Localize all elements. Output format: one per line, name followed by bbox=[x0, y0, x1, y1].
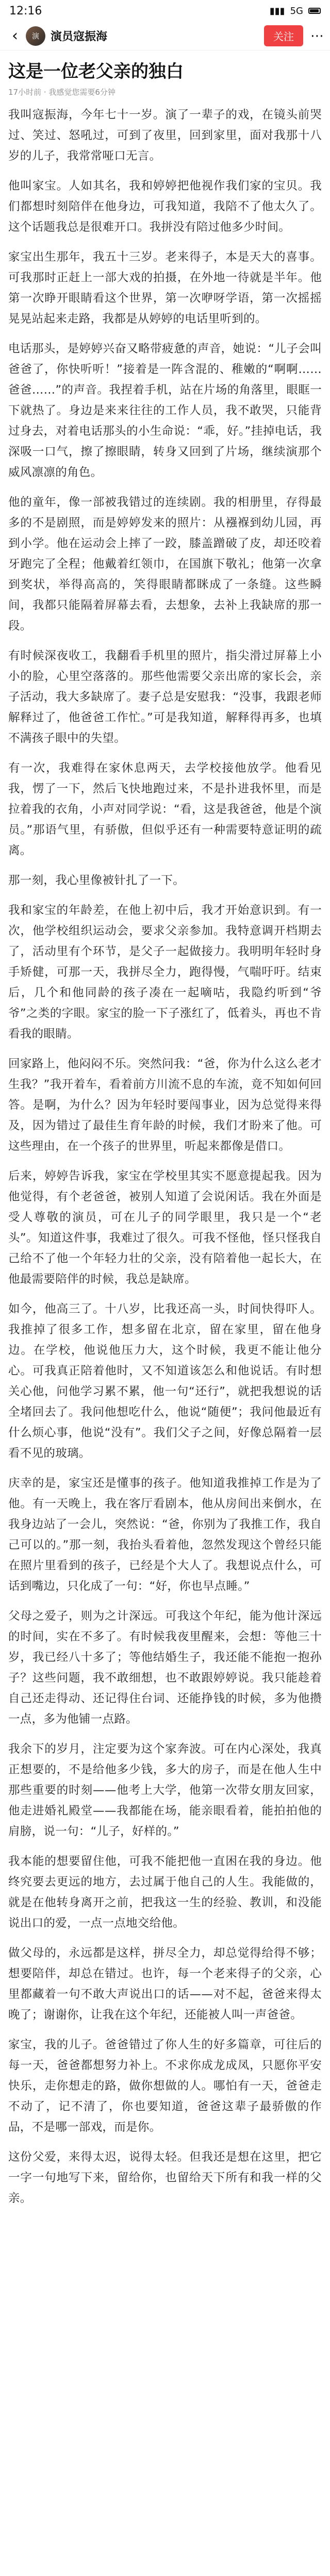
clock-text: 12:16 bbox=[9, 4, 42, 18]
paragraph: 父母之爱子，则为之计深远。可我这个年纪，能为他计深远的时间，实在不多了。有时候我夜里醒来，会想：等他三十岁，我已经八十多了；等他结婚生子，我还能不能抱一抱孙子？这些问题，我不敢细想，也不敢跟婷婷说。我只能趁着自己还走得动、还记得住台词、还能挣钱的时候，多为他攒一点，多为他铺一点路。 bbox=[8, 1609, 322, 1726]
paragraph: 有一次，我难得在家休息两天，去学校接他放学。他看见我，愣了一下，然后飞快地跑过来，不是扑进我怀里，而是拉着我的衣角，小声对同学说：“看，这是我爸爸，他是个演员。”那语气里，有骄傲，但似乎还有一种需要特意证明的疏离。 bbox=[8, 761, 322, 857]
paragraph: 那一刻，我心里像被针扎了一下。 bbox=[8, 874, 185, 887]
status-bar bbox=[0, 0, 330, 22]
avatar[interactable]: 演 bbox=[26, 26, 45, 46]
battery-icon bbox=[308, 8, 321, 14]
paragraph: 我和家宝的年龄差，在他上初中后，我才开始意识到。有一次，他学校组织运动会，要求父亲参加。我特意调开档期去了，活动里有个环节，是父子一起做接力。我明明年轻时身手矫健，可那一天，我拼尽全力，跑得慢，气喘吁吁。结束后，几个和他同龄的孩子凑在一起嘀咕，我隐约听到“爷爷”之类的字眼。家宝的脸一下子涨红了，低着头，再也不肯看我的眼睛。 bbox=[8, 904, 322, 1041]
paragraph: 有时候深夜收工，我翻看手机里的照片，指尖滑过屏幕上小小的脸，心里空落落的。那些他需要父亲出席的家长会，亲子活动，我大多缺席了。妻子总是安慰我：“没事，我跟老师解释过了，他爸爸工作忙。”可是我知道，解释得再多，也填不满孩子眼中的失望。 bbox=[8, 649, 322, 745]
more-options-icon[interactable]: ⋯ bbox=[310, 28, 324, 44]
battery-box bbox=[308, 8, 321, 14]
signal-icon: ▮▮▮ bbox=[269, 5, 285, 16]
paragraph: 如今，他高三了。十八岁，比我还高一头，时间快得吓人。我推掉了很多工作，想多留在北京，留在家里，留在他身边。在学校，他说他压力大，这个时候，我更不能让他分心。可我真正陪着他时，又不知道该怎么和他说话。有时想关心他，问他学习累不累，他一句“还行”，就把我想说的话全堵回去了。我问他想吃什么，他说“随便”；我问他最近有什么烦心事，他说“没有”。我们父子之间，好像总隔着一层看不见的玻璃。 bbox=[8, 1302, 322, 1460]
paragraph: 家宝，我的儿子。爸爸错过了你人生的好多篇章，可往后的每一天，爸爸都想努力补上。不求你成龙成凤，只愿你平安快乐，走你想走的路，做你想做的人。哪怕有一天，爸爸走不动了，记不清了，你也要知道，爸爸这辈子最骄傲的作品，不是哪一部戏，而是你。 bbox=[8, 2038, 322, 2134]
paragraph: 他的童年，像一部被我错过的连续剧。我的相册里，存得最多的不是剧照，而是婷婷发来的照片：从襁褓到幼儿园，再到小学。他在运动会上摔了一跤，膝盖蹭破了皮，却还咬着牙跑完了全程；他戴着红领巾，在国旗下敬礼；他第一次拿到奖状，举得高高的，笑得眼睛都眯成了一条缝。这些瞬间，我都只能隔着屏幕去看，去想象，去补上我缺席的那一段。 bbox=[8, 496, 322, 633]
article-title: 这是一位老父亲的独白 bbox=[8, 61, 184, 82]
paragraph: 我叫寇振海，今年七十一岁。演了一辈子的戏，在镜头前哭过、笑过、怒吼过，可到了夜里，回到家里，面对我那十八岁的儿子，我常常哑口无言。 bbox=[8, 108, 322, 163]
paragraph: 庆幸的是，家宝还是懂事的孩子。他知道我推掉工作是为了他。有一天晚上，我在客厅看剧本，他从房间出来倒水，在我身边站了一会儿，突然说：“爸，你别为了我推工作，我自己可以的。”那一刻，我抬头看着他，忽然发现这个曾经只能在照片里看到的孩子，已经是个大人了。我想说点什么，可话到嘴边，只化成了一句：“好，你也早点睡。” bbox=[8, 1477, 322, 1593]
paragraph: 家宝出生那年，我五十三岁。老来得子，本是天大的喜事。可我那时正赶上一部大戏的拍摄，在外地一待就是半年。他第一次睁开眼睛看这个世界，第一次咿呀学语，第一次摇摇晃晃站起来走路，我都是从婷婷的电话里听到的。 bbox=[8, 250, 322, 326]
paragraph: 我余下的岁月，注定要为这个家奔波。可在内心深处，我真正想要的，不是给他多少钱，多大的房子，而是在他人生中那些重要的时刻——他考上大学，他第一次带女朋友回家，他走进婚礼殿堂——我都能在场，能亲眼看着，能拍拍他的肩膀，说一句：“儿子，好样的。” bbox=[8, 1742, 322, 1838]
status-right bbox=[270, 6, 321, 16]
author-name[interactable]: 演员寇振海 bbox=[51, 30, 108, 43]
paragraph: 他叫家宝。人如其名，我和婷婷把他视作我们家的宝贝。我们都想时刻陪伴在他身边，可我知道，我陪不了他太久了。这个话题我总是很难开口。我拼没有陪过他多少时间。 bbox=[8, 179, 322, 234]
paragraph: 这份父爱，来得太迟，说得太轻。但我还是想在这里，把它一字一句地写下来，留给你，也留给天下所有和我一样的父亲。 bbox=[8, 2150, 322, 2205]
follow-button[interactable]: 关注 bbox=[264, 25, 303, 46]
paragraph: 回家路上，他闷闷不乐。突然问我：“爸，你为什么这么老才生我？”我开着车，看着前方川流不息的车流，竟不知如何回答。是啊，为什么？因为年轻时要闯事业，因为总觉得来得及，因为错过了最佳生育年龄的时候，我们才盼来了他。可这些理由，在一个孩子的世界里，听起来都像是借口。 bbox=[8, 1057, 322, 1153]
paragraph: 做父母的，永远都是这样，拼尽全力，却总觉得给得不够；想要陪伴，却总在错过。也许，每一个老来得子的父亲，心里都藏着一句不敢大声说出口的话——对不起，爸爸来得太晚了；谢谢你，让我在这个年纪，还能被人叫一声爸爸。 bbox=[8, 1946, 322, 2022]
paragraph: 电话那头，是婷婷兴奋又略带疲惫的声音，她说：“儿子会叫爸爸了，你快听听！”接着是一阵含混的、稚嫩的“啊啊……爸爸……”的声音。我捏着手机，站在片场的角落里，眼眶一下就热了。身边是来来往往的工作人员，我不敢哭，只能背过身去，对着电话那头的小生命说：“乖，好。”挂掉电话，我深吸一口气，擦了擦眼睛，转身又回到了片场，继续演那个威风凛凛的角色。 bbox=[8, 342, 322, 479]
article-content bbox=[0, 50, 330, 2209]
app-header bbox=[0, 22, 330, 50]
article-meta: 17小时前 · 我感觉您需要6分钟 bbox=[8, 88, 116, 97]
paragraph: 我本能的想要留住他，可我不能把他一直困在我的身边。他终究要去更远的地方，去过属于他自己的人生。我能做的，就是在他转身离开之前，把我这一生的经验、教训，和没能说出口的爱，一点一点地交给他。 bbox=[8, 1855, 322, 1930]
status-left bbox=[9, 5, 42, 18]
back-icon[interactable]: ‹ bbox=[12, 27, 18, 45]
paragraph: 后来，婷婷告诉我，家宝在学校里其实不愿意提起我。因为他觉得，有个老爸爸，被别人知道了会说闲话。我在外面是受人尊敬的演员，可在儿子的同学眼里，我只是一个“老头”。知道这件事，我难过了很久。可我不怪他，怪只怪我自己给不了他一个年轻力壮的父亲，没有陪着他一起长大，在他最需要陪伴的时候，我总是缺席。 bbox=[8, 1170, 322, 1286]
network-text: 5G bbox=[290, 5, 303, 16]
